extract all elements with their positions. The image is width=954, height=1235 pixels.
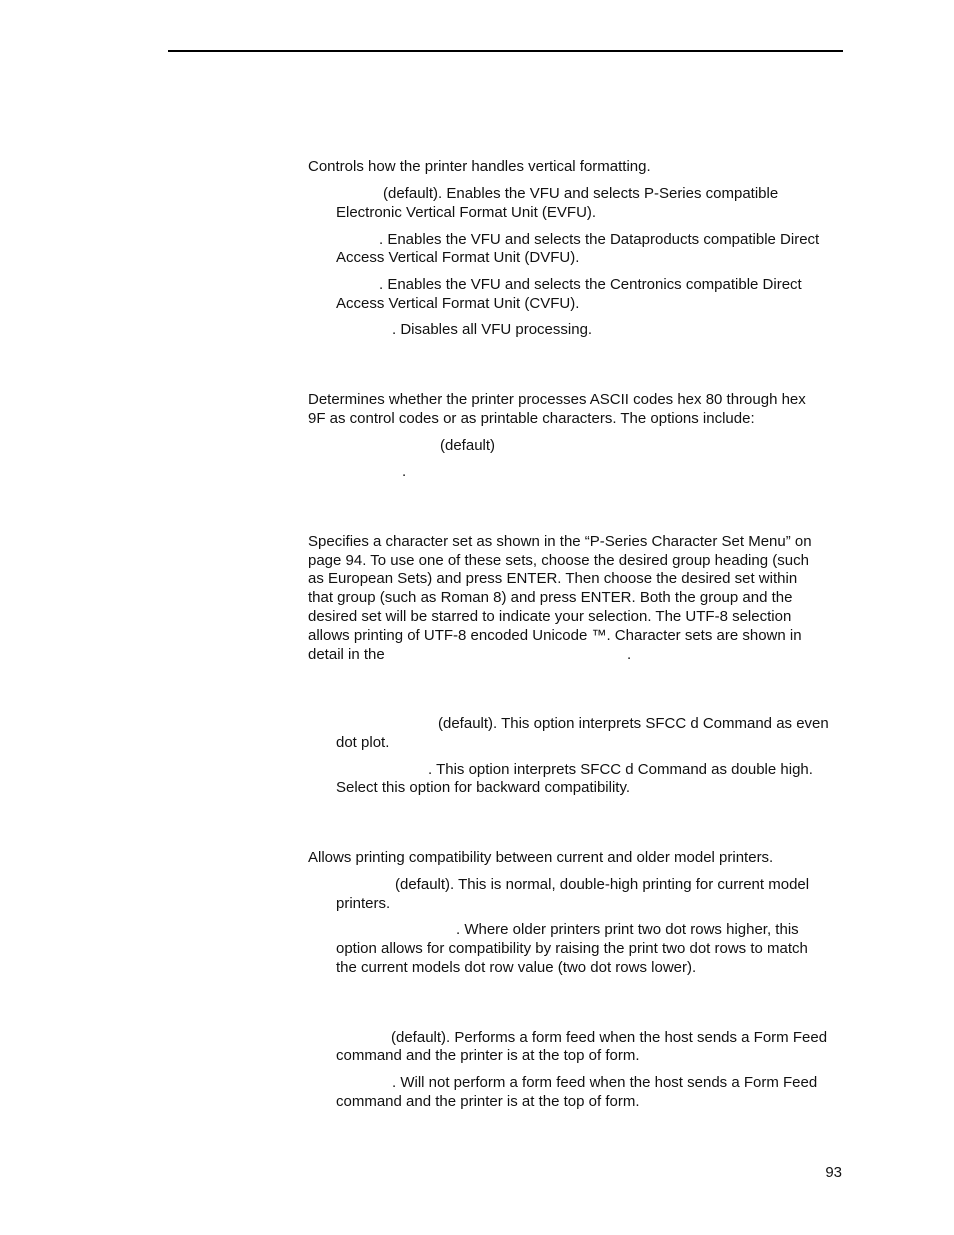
compatibility-option-2-line-2: option allows for compatibility by raising the print two dot rows to match: [336, 940, 808, 957]
control-codes-description-line-1: Determines whether the printer processes ASCII codes hex 80 through hex: [308, 391, 806, 408]
character-set-line-6: allows printing of UTF-8 encoded Unicode ™. Character sets are shown in: [308, 627, 802, 644]
page-number: 93: [825, 1164, 842, 1181]
form-feed-option-1-line-2: command and the printer is at the top of form.: [336, 1047, 640, 1064]
form-feed-option-2-line-2: command and the printer is at the top of form.: [336, 1093, 640, 1110]
sfcc-option-1-line-2: dot plot.: [336, 734, 390, 751]
vfu-option-3-line-2: Access Vertical Format Unit (CVFU).: [336, 295, 580, 312]
compatibility-option-1-line-1: (default). This is normal, double-high printing for current model: [395, 876, 810, 893]
control-codes-description-line-2: 9F as control codes or as printable characters. The options include:: [308, 410, 755, 427]
vfu-option-1-line-1: (default). Enables the VFU and selects P-Series compatible: [383, 185, 779, 202]
vfu-option-1-line-2: Electronic Vertical Format Unit (EVFU).: [336, 204, 597, 221]
compatibility-description: Allows printing compatibility between current and older model printers.: [308, 849, 774, 866]
compatibility-option-2-line-3: the current models dot row value (two dot rows lower).: [336, 959, 697, 976]
compatibility-option-1-line-2: printers.: [336, 895, 391, 912]
character-set-line-3: as European Sets) and press ENTER. Then choose the desired set within: [308, 570, 798, 587]
character-set-line-2: page 94. To use one of these sets, choose the desired group heading (such: [308, 552, 809, 569]
form-feed-option-2-line-1: . Will not perform a form feed when the host sends a Form Feed: [392, 1074, 818, 1091]
compatibility-option-2-line-1: . Where older printers print two dot rows higher, this: [456, 921, 799, 938]
character-set-line-5: desired set will be starred to indicate your selection. The UTF-8 selection: [308, 608, 792, 625]
character-set-line-1: Specifies a character set as shown in the “P-Series Character Set Menu” on: [308, 533, 812, 550]
sfcc-option-2-line-2: Select this option for backward compatibility.: [336, 779, 631, 796]
control-codes-option-1: (default): [440, 437, 496, 454]
vfu-option-2-line-1: . Enables the VFU and selects the Dataproducts compatible Direct: [379, 231, 820, 248]
header-rule: [168, 50, 843, 52]
control-codes-option-2: .: [402, 463, 407, 480]
vfu-description: Controls how the printer handles vertical formatting.: [308, 158, 651, 175]
form-feed-option-1-line-1: (default). Performs a form feed when the host sends a Form Feed: [391, 1029, 828, 1046]
character-set-line-4: that group (such as Roman 8) and press ENTER. Both the group and the: [308, 589, 793, 606]
character-set-line-7-end: .: [627, 646, 632, 663]
sfcc-option-2-line-1: . This option interprets SFCC d Command as double high.: [428, 761, 813, 778]
sfcc-option-1-line-1: (default). This option interprets SFCC d Command as even: [438, 715, 829, 732]
vfu-option-2-line-2: Access Vertical Format Unit (DVFU).: [336, 249, 580, 266]
vfu-option-4-line-1: . Disables all VFU processing.: [392, 321, 593, 338]
vfu-option-3-line-1: . Enables the VFU and selects the Centronics compatible Direct: [379, 276, 802, 293]
character-set-line-7: detail in the: [308, 646, 385, 663]
